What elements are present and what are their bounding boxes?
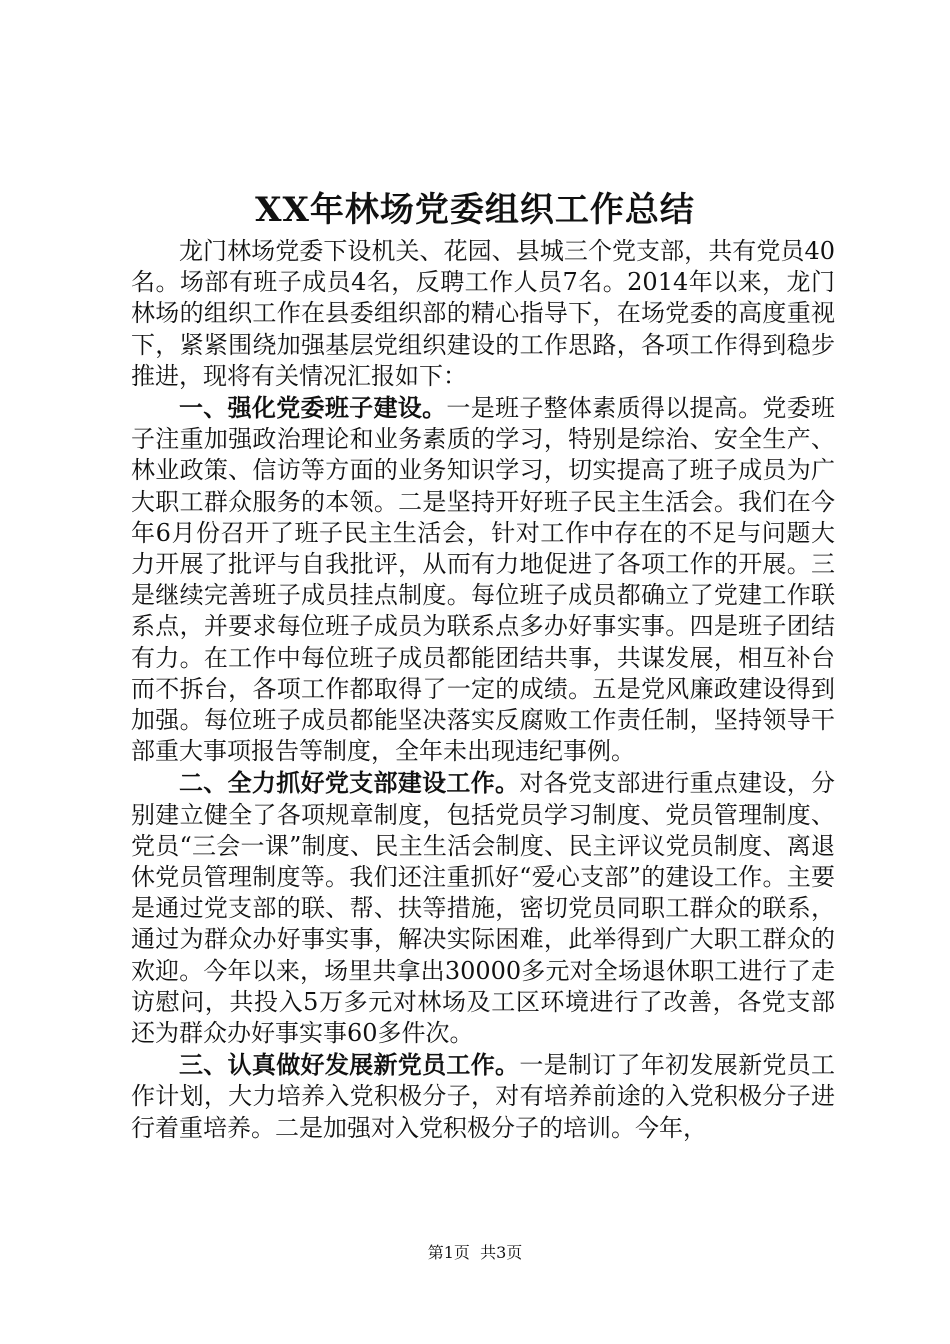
- paragraph-section-1: [131, 392, 835, 767]
- paragraph-intro: [131, 236, 835, 392]
- page-total: 共3页: [480, 1243, 523, 1262]
- paragraph-section-2: [131, 767, 835, 1049]
- section-heading: 三、认真做好发展新党员工作。: [179, 1050, 520, 1080]
- paragraph-text: 龙门林场党委下设机关、花园、县城三个党支部，共有党员40名。场部有班子成员4名，反聘工作人员7名。2014年以来，龙门林场的组织工作在县委组织部的精心指导下，在场党委的高度重视下，紧紧围绕加强基层党组织建设的工作思路，各项工作得到稳步推进，现将有关情况汇报如下：: [131, 237, 835, 390]
- paragraph-text: 一是班子整体素质得以提高。党委班子注重加强政治理论和业务素质的学习，特别是综治、安全生产、林业政策、信访等方面的业务知识学习，切实提高了班子成员为广大职工群众服务的本领。二是坚持开好班子民主生活会。我们在今年6月份召开了班子民主生活会，针对工作中存在的不足与问题大力开展了批评与自我批评，从而有力地促进了各项工作的开展。三是继续完善班子成员挂点制度。每位班子成员都确立了党建工作联系点，并要求每位班子成员为联系点多办好事实事。四是班子团结有力。在工作中每位班子成员都能团结共事，共谋发展，相互补台而不拆台，各项工作都取得了一定的成绩。五是党风廉政建设得到加强。每位班子成员都能坚决落实反腐败工作责任制，坚持领导干部重大事项报告等制度，全年未出现违纪事例。: [131, 394, 836, 766]
- footer-spacer: [470, 1243, 480, 1262]
- page-number: 第1页: [427, 1243, 470, 1262]
- paragraph-text: 对各党支部进行重点建设，分别建立健全了各项规章制度，包括党员学习制度、党员管理制度、党员“三会一课”制度、民主生活会制度、民主评议党员制度、离退休党员管理制度等。我们还注重抓好“爱心支部”的建设工作。主要是通过党支部的联、帮、扶等措施，密切党员同职工群众的联系，通过为群众办好事实事，解决实际困难，此举得到广大职工群众的欢迎。今年以来，场里共拿出30000多元对全场退休职工进行了走访慰问，共投入5万多元对林场及工区环境进行了改善，各党支部还为群众办好事实事60多件次。: [131, 769, 836, 1048]
- section-heading: 一、强化党委班子建设。: [179, 393, 447, 423]
- section-heading: 二、全力抓好党支部建设工作。: [179, 768, 520, 798]
- paragraph-section-3: [131, 1049, 835, 1144]
- page-footer: [0, 1242, 950, 1264]
- document-title: XX年林场党委组织工作总结: [255, 190, 695, 230]
- document-body: [131, 236, 835, 1144]
- paragraph-text: 一是制订了年初发展新党员工作计划，大力培养入党积极分子，对有培养前途的入党积极分子进行着重培养。二是加强对入党积极分子的培训。今年，: [131, 1051, 836, 1142]
